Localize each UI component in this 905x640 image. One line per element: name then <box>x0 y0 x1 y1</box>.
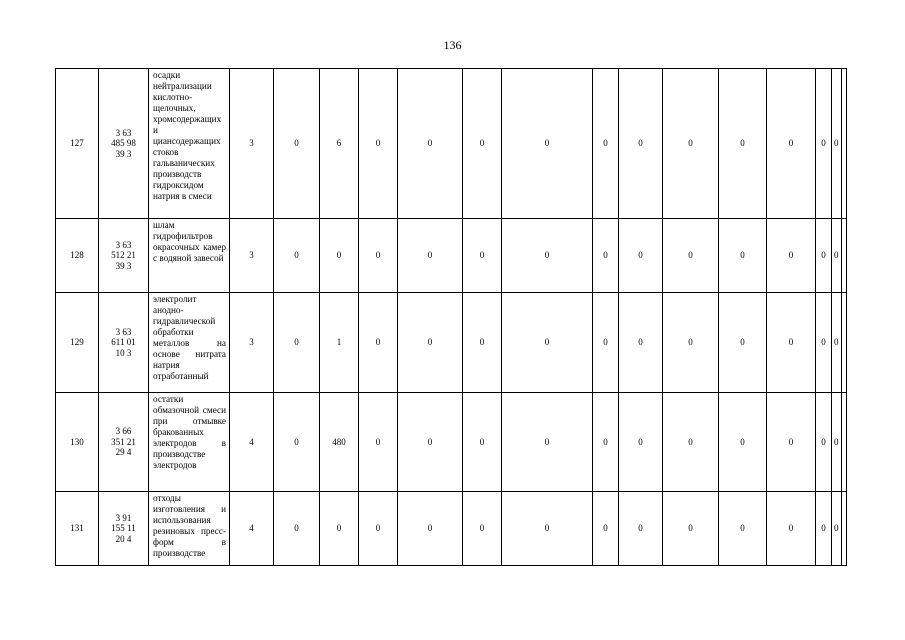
value-cell: 0 <box>767 492 816 566</box>
waste-code <box>99 69 149 219</box>
value-cell: 0 <box>359 69 398 219</box>
value-cell: 0 <box>274 69 320 219</box>
value-cell: 0 <box>463 293 502 393</box>
waste-description: шлам гидрофильтров окрасочных камер с водяной завесой <box>149 219 230 293</box>
waste-code <box>99 293 149 393</box>
waste-code-part: 3 91 <box>115 512 132 523</box>
value-cell: 0 <box>816 69 832 219</box>
value-cell: 0 <box>832 293 842 393</box>
waste-code-part: 39 3 <box>115 260 132 271</box>
row-number: 129 <box>56 293 99 393</box>
waste-code-part: 512 21 <box>111 250 136 261</box>
value-cell: 0 <box>502 393 593 492</box>
value-cell: 0 <box>719 393 767 492</box>
value-cell: 0 <box>593 69 619 219</box>
waste-code-part: 20 4 <box>115 533 132 544</box>
hazard-class: 4 <box>230 492 274 566</box>
value-cell: 0 <box>832 492 842 566</box>
value-cell: 0 <box>767 69 816 219</box>
value-cell: 0 <box>663 393 719 492</box>
value-cell: 0 <box>502 69 593 219</box>
waste-code-part: 485 98 <box>111 138 136 149</box>
value-cell: 0 <box>832 393 842 492</box>
table-row <box>56 293 847 393</box>
waste-code-part: 3 63 <box>115 239 132 250</box>
value-cell: 0 <box>619 69 663 219</box>
page-number: 136 <box>443 38 462 52</box>
waste-code-part: 155 11 <box>111 523 136 534</box>
row-number: 127 <box>56 69 99 219</box>
hazard-class: 3 <box>230 293 274 393</box>
waste-code <box>99 492 149 566</box>
waste-description: осадки нейтрализации кислотно-щелочных, хромсодержащих и циансодержащих стоков гальванических производств гидроксидом натрия в смеси <box>149 69 230 219</box>
value-cell: 0 <box>663 293 719 393</box>
value-cell: 0 <box>767 293 816 393</box>
value-cell: 0 <box>593 219 619 293</box>
waste-code-part: 3 63 <box>115 326 132 337</box>
table-row <box>56 219 847 293</box>
value-cell: 0 <box>593 293 619 393</box>
value-cell: 0 <box>719 69 767 219</box>
value-cell: 6 <box>320 69 359 219</box>
value-cell: 0 <box>502 219 593 293</box>
value-cell: 0 <box>274 219 320 293</box>
table-row <box>56 393 847 492</box>
waste-code <box>99 393 149 492</box>
waste-code-part: 39 3 <box>115 148 132 159</box>
value-cell: 0 <box>463 492 502 566</box>
table-row <box>56 492 847 566</box>
value-cell: 0 <box>593 393 619 492</box>
row-number: 131 <box>56 492 99 566</box>
value-cell: 0 <box>816 492 832 566</box>
value-cell: 0 <box>320 492 359 566</box>
value-cell: 0 <box>619 219 663 293</box>
value-cell: 0 <box>320 219 359 293</box>
value-cell: 0 <box>816 219 832 293</box>
value-cell: 0 <box>398 69 463 219</box>
hazard-class: 4 <box>230 393 274 492</box>
value-cell: 0 <box>767 393 816 492</box>
table-row <box>56 69 847 219</box>
value-cell: 0 <box>274 492 320 566</box>
hazard-class: 3 <box>230 69 274 219</box>
empty-cell <box>841 69 846 219</box>
value-cell: 0 <box>359 219 398 293</box>
value-cell: 0 <box>619 492 663 566</box>
row-number: 130 <box>56 393 99 492</box>
value-cell: 0 <box>398 492 463 566</box>
waste-code-part: 10 3 <box>115 347 132 358</box>
value-cell: 0 <box>816 293 832 393</box>
value-cell: 0 <box>767 219 816 293</box>
waste-code-part: 29 4 <box>115 447 132 458</box>
value-cell: 0 <box>663 492 719 566</box>
empty-cell <box>841 492 846 566</box>
waste-description: остатки обмазочной смеси при отмывке бракованных электродов в производстве электродов <box>149 393 230 492</box>
value-cell: 0 <box>502 293 593 393</box>
value-cell: 0 <box>593 492 619 566</box>
value-cell: 1 <box>320 293 359 393</box>
row-number: 128 <box>56 219 99 293</box>
waste-code-part: 611 01 <box>111 337 136 348</box>
value-cell: 0 <box>719 293 767 393</box>
value-cell: 0 <box>359 293 398 393</box>
value-cell: 0 <box>719 219 767 293</box>
empty-cell <box>841 393 846 492</box>
value-cell: 0 <box>502 492 593 566</box>
value-cell: 480 <box>320 393 359 492</box>
value-cell: 0 <box>274 293 320 393</box>
value-cell: 0 <box>816 393 832 492</box>
value-cell: 0 <box>832 69 842 219</box>
value-cell: 0 <box>359 393 398 492</box>
waste-description: отходы изготовления и использования резиновых пресс-форм в производстве <box>149 492 230 566</box>
value-cell: 0 <box>463 219 502 293</box>
value-cell: 0 <box>619 393 663 492</box>
value-cell: 0 <box>463 393 502 492</box>
waste-code <box>99 219 149 293</box>
waste-code-part: 351 21 <box>111 436 136 447</box>
hazard-class: 3 <box>230 219 274 293</box>
value-cell: 0 <box>359 492 398 566</box>
waste-description: электролит анодно-гидравлической обработки металлов на основе нитрата натрия отработанный <box>149 293 230 393</box>
empty-cell <box>841 293 846 393</box>
value-cell: 0 <box>719 492 767 566</box>
value-cell: 0 <box>832 219 842 293</box>
value-cell: 0 <box>398 393 463 492</box>
waste-code-part: 3 63 <box>115 127 132 138</box>
value-cell: 0 <box>274 393 320 492</box>
value-cell: 0 <box>619 293 663 393</box>
value-cell: 0 <box>398 219 463 293</box>
value-cell: 0 <box>663 219 719 293</box>
value-cell: 0 <box>663 69 719 219</box>
value-cell: 0 <box>463 69 502 219</box>
value-cell: 0 <box>398 293 463 393</box>
waste-registry-table <box>55 68 847 566</box>
empty-cell <box>841 219 846 293</box>
waste-code-part: 3 66 <box>115 426 132 437</box>
